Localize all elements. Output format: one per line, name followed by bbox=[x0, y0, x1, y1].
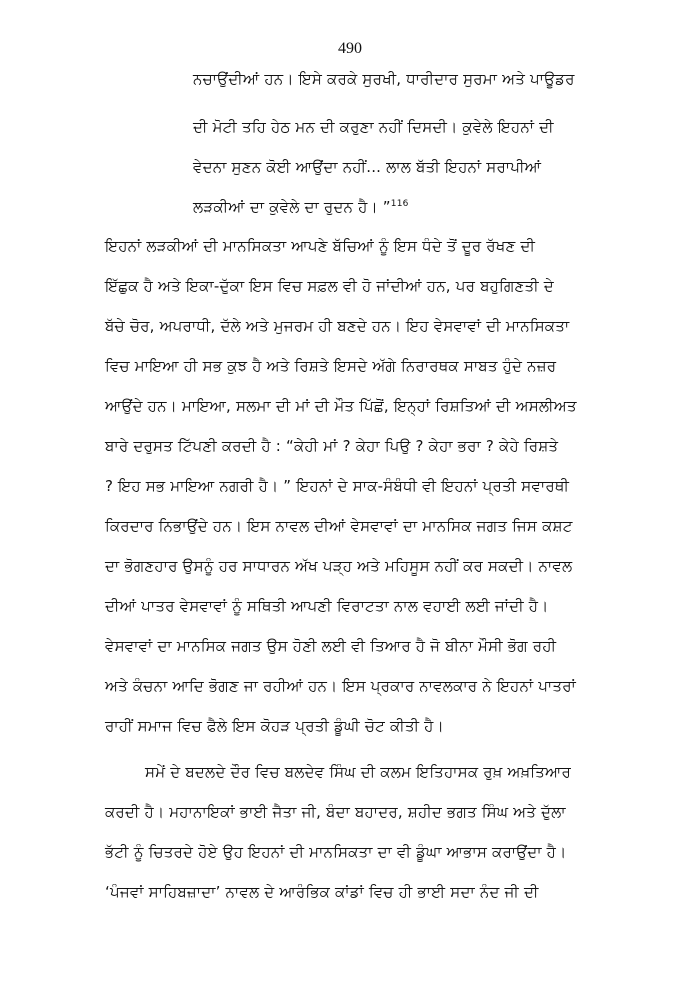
quote-line-text: ਲੜਕੀਆਂ ਦਾ ਕੁਵੇਲੇ ਦਾ ਰੁਦਨ ਹੈ। ” bbox=[193, 198, 391, 216]
quote-line: ਨਚਾਉਂਦੀਆਂ ਹਨ। ਇਸੇ ਕਰਕੇ ਸੁਰਖੀ, ਧਾਰੀਦਾਰ ਸੁਰਮਾ ਅਤੇ ਪਾਊਡਰ bbox=[193, 70, 575, 88]
paragraph-line: ਵਿਚ ਮਾਇਆ ਹੀ ਸਭ ਕੁਝ ਹੈ ਅਤੇ ਰਿਸ਼ਤੇ ਇਸਦੇ ਅੱਗੇ ਨਿਰਾਰਥਕ ਸਾਬਤ ਹੁੰਦੇ ਨਜ਼ਰ bbox=[105, 357, 557, 375]
footnote-marker: 116 bbox=[390, 199, 409, 209]
paragraph-line: ਦਾ ਭੋਗਣਹਾਰ ਉਸਨੂੰ ਹਰ ਸਾਧਾਰਨ ਅੱਖ ਪੜ੍ਹ ਅਤੇ ਮਹਿਸੂਸ ਨਹੀਂ ਕਰ ਸਕਦੀ। ਨਾਵਲ bbox=[105, 557, 573, 575]
quote-line-last bbox=[193, 198, 409, 216]
paragraph-line: ਬੱਚੇ ਚੋਰ, ਅਪਰਾਧੀ, ਦੱਲੇ ਅਤੇ ਮੁਜਰਮ ਹੀ ਬਣਦੇ ਹਨ। ਇਹ ਵੇਸਵਾਵਾਂ ਦੀ ਮਾਨਸਿਕਤਾ bbox=[105, 317, 570, 335]
quote-line: ਦੀ ਮੋਟੀ ਤਹਿ ਹੇਠ ਮਨ ਦੀ ਕਰੁਣਾ ਨਹੀਂ ਦਿਸਦੀ। ਕੁਵੇਲੇ ਇਹਨਾਂ ਦੀ bbox=[193, 118, 554, 136]
paragraph-line: ਰਾਹੀਂ ਸਮਾਜ ਵਿਚ ਫੈਲੇ ਇਸ ਕੋਹੜ ਪ੍ਰਤੀ ਡੂੰਘੀ ਚੋਟ ਕੀਤੀ ਹੈ। bbox=[105, 717, 444, 735]
paragraph-line: ਕਰਦੀ ਹੈ। ਮਹਾਨਾਇਕਾਂ ਭਾਈ ਜੈਤਾ ਜੀ, ਬੰਦਾ ਬਹਾਦਰ, ਸ਼ਹੀਦ ਭਗਤ ਸਿੰਘ ਅਤੇ ਦੁੱਲਾ bbox=[105, 803, 566, 821]
paragraph-line: ਇਹਨਾਂ ਲੜਕੀਆਂ ਦੀ ਮਾਨਸਿਕਤਾ ਆਪਣੇ ਬੱਚਿਆਂ ਨੂੰ ਇਸ ਧੰਦੇ ਤੋਂ ਦੂਰ ਰੱਖਣ ਦੀ bbox=[105, 237, 536, 255]
paragraph-line: ਬਾਰੇ ਦਰੁਸਤ ਟਿੱਪਣੀ ਕਰਦੀ ਹੈ : “ਕੇਹੀ ਮਾਂ ? ਕੇਹਾ ਪਿਉ ? ਕੇਹਾ ਭਰਾ ? ਕੇਹੇ ਰਿਸ਼ਤੇ bbox=[105, 437, 559, 455]
paragraph-line: ‘ਪੰਜਵਾਂ ਸਾਹਿਬਜ਼ਾਦਾ’ ਨਾਵਲ ਦੇ ਆਰੰਭਿਕ ਕਾਂਡਾਂ ਵਿਚ ਹੀ ਭਾਈ ਸਦਾ ਨੰਦ ਜੀ ਦੀ bbox=[105, 883, 539, 901]
paragraph-line: ? ਇਹ ਸਭ ਮਾਇਆ ਨਗਰੀ ਹੈ। ” ਇਹਨਾਂ ਦੇ ਸਾਕ-ਸੰਬੰਧੀ ਵੀ ਇਹਨਾਂ ਪ੍ਰਤੀ ਸਵਾਰਥੀ bbox=[105, 477, 570, 495]
quote-line: ਵੇਦਨਾ ਸੁਣਨ ਕੋਈ ਆਉਂਦਾ ਨਹੀਂ... ਲਾਲ ਬੱਤੀ ਇਹਨਾਂ ਸਰਾਪੀਆਂ bbox=[193, 158, 542, 176]
paragraph-line: ਇੱਛੁਕ ਹੈ ਅਤੇ ਇਕਾ-ਦੁੱਕਾ ਇਸ ਵਿਚ ਸਫ਼ਲ ਵੀ ਹੋ ਜਾਂਦੀਆਂ ਹਨ, ਪਰ ਬਹੁਗਿਣਤੀ ਦੇ bbox=[105, 277, 554, 295]
paragraph-line: ਸਮੇਂ ਦੇ ਬਦਲਦੇ ਦੌਰ ਵਿਚ ਬਲਦੇਵ ਸਿੰਘ ਦੀ ਕਲਮ ਇਤਿਹਾਸਕ ਰੁਖ਼ ਅਖ਼ਤਿਆਰ bbox=[145, 763, 571, 781]
page-number: 490 bbox=[338, 40, 362, 57]
paragraph-line: ਅਤੇ ਕੰਚਨਾ ਆਦਿ ਭੋਗਣ ਜਾ ਰਹੀਆਂ ਹਨ। ਇਸ ਪ੍ਰਕਾਰ ਨਾਵਲਕਾਰ ਨੇ ਇਹਨਾਂ ਪਾਤਰਾਂ bbox=[105, 677, 576, 695]
paragraph-line: ਦੀਆਂ ਪਾਤਰ ਵੇਸਵਾਵਾਂ ਨੂੰ ਸਥਿਤੀ ਆਪਣੀ ਵਿਰਾਟਤਾ ਨਾਲ ਵਹਾਈ ਲਈ ਜਾਂਦੀ ਹੈ। bbox=[105, 597, 549, 615]
paragraph-line: ਕਿਰਦਾਰ ਨਿਭਾਉਂਦੇ ਹਨ। ਇਸ ਨਾਵਲ ਦੀਆਂ ਵੇਸਵਾਵਾਂ ਦਾ ਮਾਨਸਿਕ ਜਗਤ ਜਿਸ ਕਸ਼ਟ bbox=[105, 517, 573, 535]
paragraph-line: ਭੱਟੀ ਨੂੰ ਚਿਤਰਦੇ ਹੋਏ ਉਹ ਇਹਨਾਂ ਦੀ ਮਾਨਸਿਕਤਾ ਦਾ ਵੀ ਡੂੰਘਾ ਆਭਾਸ ਕਰਾਉਂਦਾ ਹੈ। bbox=[105, 843, 567, 861]
paragraph-line: ਆਉਂਦੇ ਹਨ। ਮਾਇਆ, ਸਲਮਾ ਦੀ ਮਾਂ ਦੀ ਮੌਤ ਪਿੱਛੋਂ, ਇਨ੍ਹਾਂ ਰਿਸ਼ਤਿਆਂ ਦੀ ਅਸਲੀਅਤ bbox=[105, 397, 577, 415]
paragraph-line: ਵੇਸਵਾਵਾਂ ਦਾ ਮਾਨਸਿਕ ਜਗਤ ਉਸ ਹੋਣੀ ਲਈ ਵੀ ਤਿਆਰ ਹੈ ਜੋ ਬੀਨਾ ਮੌਸੀ ਭੋਗ ਰਹੀ bbox=[105, 637, 557, 655]
